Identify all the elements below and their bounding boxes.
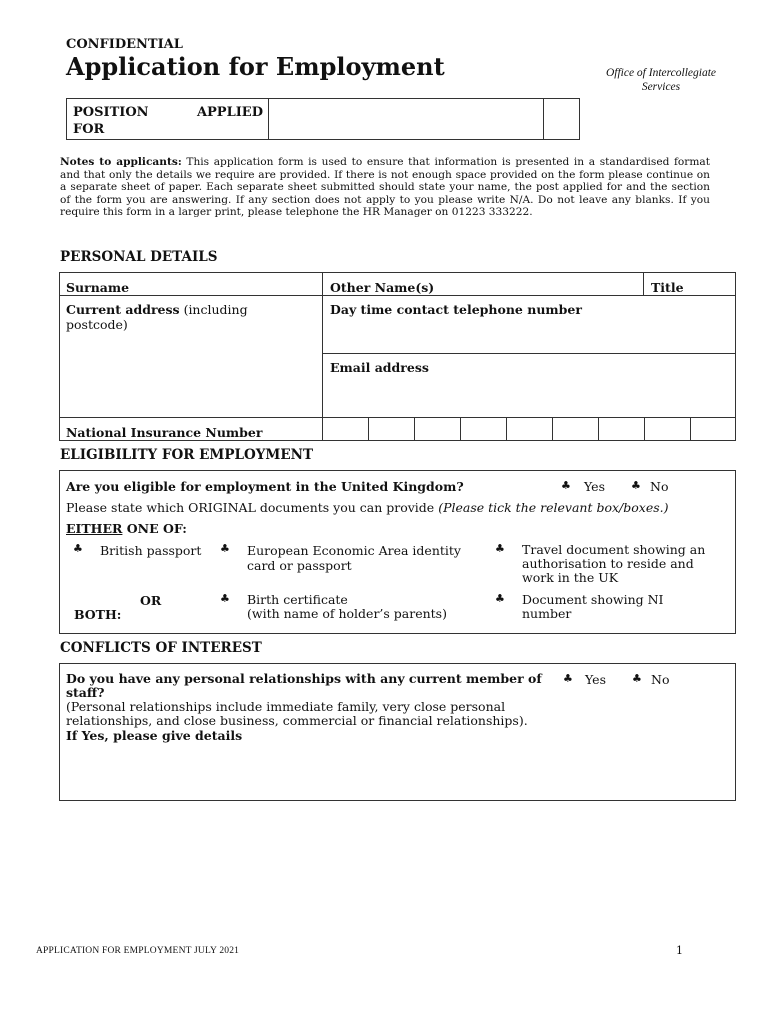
divider bbox=[322, 353, 735, 354]
position-applied-box bbox=[66, 98, 580, 140]
conflicts-heading: CONFLICTS OF INTEREST bbox=[60, 640, 262, 656]
conflicts-box bbox=[59, 663, 736, 801]
ni-number-label: National Insurance Number bbox=[66, 425, 263, 440]
personal-details-heading: PERSONAL DETAILS bbox=[60, 249, 218, 265]
opt-birth-certificate-line1: Birth certificate bbox=[247, 592, 348, 607]
title-label: Title bbox=[651, 280, 684, 295]
conflicts-no: No bbox=[651, 672, 670, 687]
club-icon[interactable]: ♣ bbox=[495, 592, 505, 605]
club-icon[interactable]: ♣ bbox=[632, 672, 642, 685]
eligibility-box bbox=[59, 470, 736, 634]
ni-box[interactable] bbox=[552, 418, 598, 440]
either-label: EITHER bbox=[66, 521, 123, 536]
ni-box[interactable] bbox=[460, 418, 506, 440]
other-names-label: Other Name(s) bbox=[330, 280, 435, 295]
club-icon[interactable]: ♣ bbox=[73, 542, 83, 555]
opt-eea-id: European Economic Area identity card or passport bbox=[247, 543, 461, 573]
both-label: BOTH: bbox=[74, 607, 122, 622]
eligible-no: No bbox=[650, 479, 669, 494]
position-input[interactable] bbox=[271, 103, 539, 135]
ni-box[interactable] bbox=[644, 418, 690, 440]
either-rest: ONE OF: bbox=[126, 521, 187, 536]
eligibility-question: Are you eligible for employment in the United Kingdom? bbox=[66, 479, 464, 494]
club-icon[interactable]: ♣ bbox=[220, 592, 230, 605]
opt-birth-certificate bbox=[247, 593, 447, 621]
email-label: Email address bbox=[330, 360, 429, 375]
club-icon[interactable]: ♣ bbox=[495, 542, 505, 555]
confidential-label: CONFIDENTIAL bbox=[66, 37, 183, 52]
opt-travel-document: Travel document showing an authorisation to reside and work in the UK bbox=[522, 542, 706, 585]
conflicts-details-input[interactable] bbox=[66, 746, 726, 794]
eligible-yes: Yes bbox=[584, 479, 605, 494]
conflicts-details-label: If Yes, please give details bbox=[66, 728, 243, 743]
opt-british-passport: British passport bbox=[100, 543, 202, 558]
phone-label: Day time contact telephone number bbox=[330, 302, 582, 317]
notes-label: Notes to applicants: bbox=[60, 156, 182, 168]
ni-box[interactable] bbox=[690, 418, 736, 440]
footer-text: APPLICATION FOR EMPLOYMENT JULY 2021 bbox=[36, 946, 240, 956]
club-icon[interactable]: ♣ bbox=[561, 479, 571, 492]
or-label: OR bbox=[140, 593, 162, 608]
club-icon[interactable]: ♣ bbox=[563, 672, 573, 685]
page-number: 1 bbox=[676, 944, 683, 957]
page-title: Application for Employment bbox=[66, 52, 445, 81]
ni-box[interactable] bbox=[598, 418, 644, 440]
ni-box[interactable] bbox=[506, 418, 552, 440]
surname-label: Surname bbox=[66, 280, 130, 295]
divider bbox=[60, 295, 735, 296]
divider bbox=[643, 273, 644, 295]
documents-note: (Please tick the relevant box/boxes.) bbox=[438, 500, 669, 515]
opt-birth-certificate-line2: (with name of holder’s parents) bbox=[247, 606, 447, 621]
ni-box[interactable] bbox=[414, 418, 460, 440]
personal-details-table bbox=[59, 272, 736, 441]
notes-to-applicants bbox=[60, 156, 710, 219]
conflicts-explanation: (Personal relationships include immediate family, very close personal relationships, and close business, commercial or financial relationships). bbox=[66, 699, 528, 728]
notes-text: This application form is used to ensure that information is presented in a standardised format and that only the details we require are provided. If there is not enough space provided on the form please continue on a separate sheet of paper. Each separate sheet submitted should state your name, the post applied for and the section of the form you are answering. If any section does not apply to you please write N/A. Do not leave any blanks. If you require this form in a larger print, please telephone the HR Manager on 01223 333222. bbox=[60, 156, 710, 219]
current-address-note: (including postcode) bbox=[66, 302, 248, 332]
documents-text: Please state which ORIGINAL documents you can provide bbox=[66, 500, 435, 515]
documents-instruction bbox=[66, 500, 668, 515]
current-address-bold: Current address bbox=[66, 302, 180, 317]
divider bbox=[543, 99, 544, 139]
club-icon[interactable]: ♣ bbox=[631, 479, 641, 492]
eligibility-heading: ELIGIBILITY FOR EMPLOYMENT bbox=[60, 447, 314, 463]
office-name: Office of Intercollegiate Services bbox=[605, 67, 717, 93]
position-label: POSITION APPLIED bbox=[73, 105, 263, 120]
opt-ni-document: Document showing NI number bbox=[522, 592, 664, 621]
position-label-2: FOR bbox=[73, 122, 105, 137]
either-one-of bbox=[66, 521, 187, 536]
divider bbox=[268, 99, 269, 139]
conflicts-yes: Yes bbox=[585, 672, 606, 687]
divider bbox=[322, 273, 323, 440]
conflicts-question: Do you have any personal relationships with any current member of staff? bbox=[66, 671, 542, 700]
ni-box[interactable] bbox=[368, 418, 414, 440]
club-icon[interactable]: ♣ bbox=[220, 542, 230, 555]
ni-number-boxes[interactable] bbox=[323, 418, 735, 440]
current-address-label bbox=[66, 302, 281, 332]
